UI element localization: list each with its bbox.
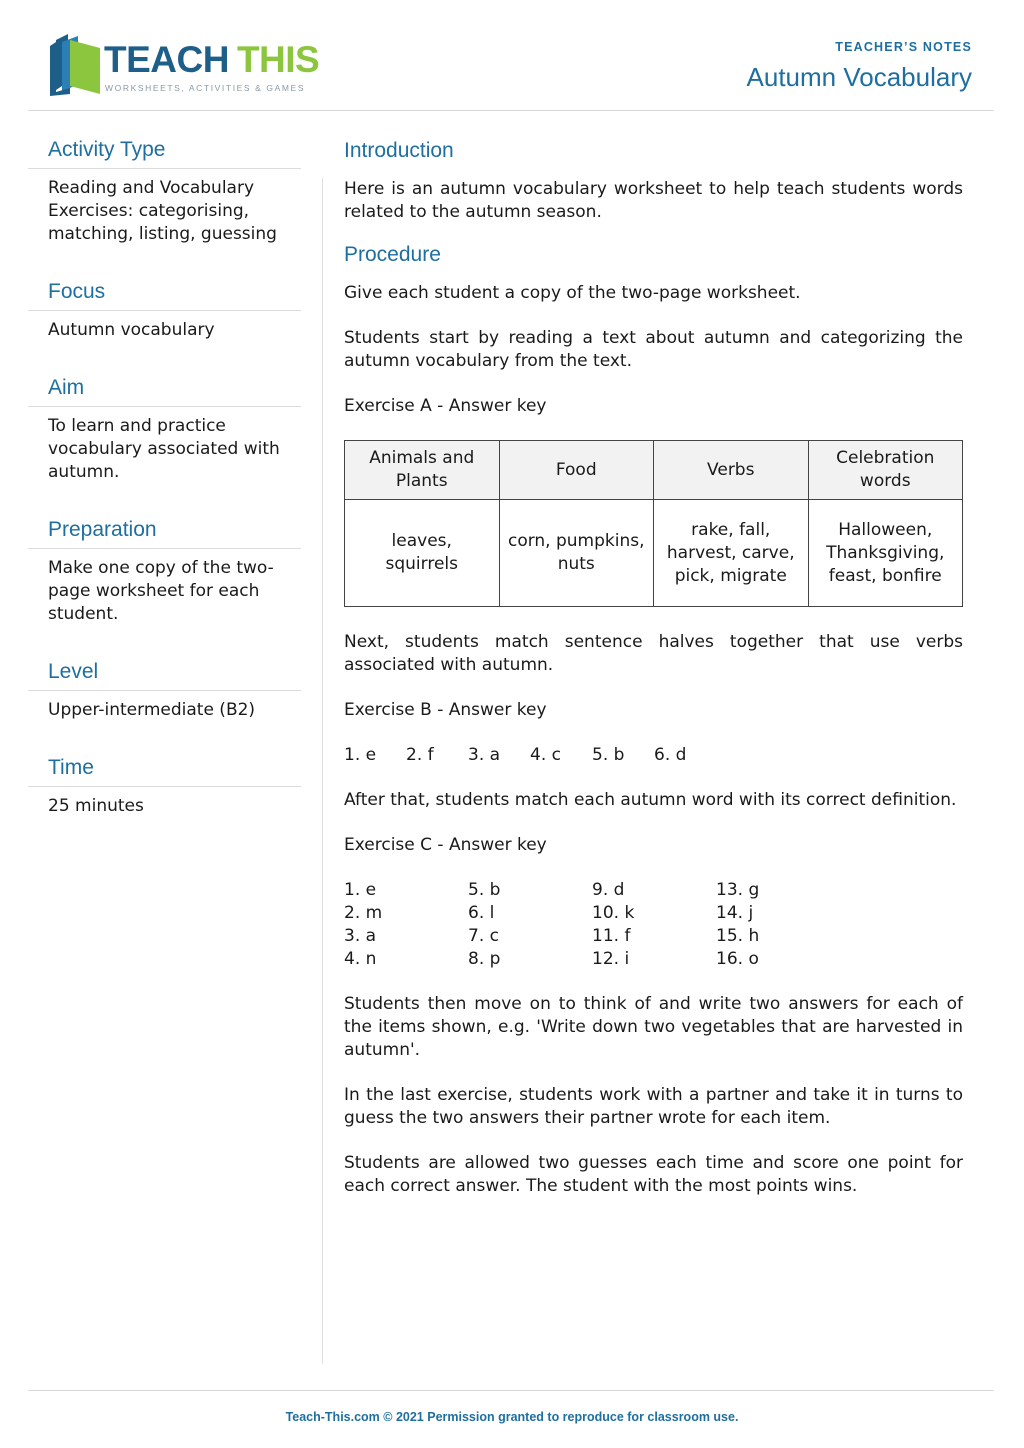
sidebar (28, 136, 301, 850)
section-heading: Time (28, 754, 301, 787)
answer-item: 3. a (468, 745, 501, 765)
procedure-paragraph: Students then move on to think of and write two answers for each of the items shown, e.g. 'Write down two vegetables that are harvested in autumn'. (344, 994, 963, 1060)
table-header-cell: Food (499, 441, 654, 500)
exercise-a-label: Exercise A - Answer key (344, 396, 547, 416)
sidebar-section-focus (28, 278, 301, 342)
answer-item: 12. i (592, 949, 630, 969)
section-heading: Aim (28, 374, 301, 407)
answer-item: 5. b (468, 880, 501, 900)
introduction-text: Here is an autumn vocabulary worksheet to help teach students words related to the autumn season. (344, 179, 963, 222)
section-heading: Preparation (28, 516, 301, 549)
answer-item: 15. h (716, 926, 760, 946)
table-cell: leaves, squirrels (345, 500, 500, 607)
exercise-c-answers (344, 879, 963, 971)
answer-item: 4. c (530, 745, 561, 765)
answer-item: 13. g (716, 880, 760, 900)
column-divider (322, 178, 323, 1364)
table-cell: Halloween, Thanksgiving, feast, bonfire (808, 500, 963, 607)
section-body: Upper-intermediate (B2) (48, 700, 256, 720)
exercise-a-answer-table (344, 440, 963, 607)
answer-item: 7. c (468, 926, 499, 946)
answer-item: 1. e (344, 880, 377, 900)
answer-item: 6. d (654, 745, 687, 765)
answer-item: 1. e (344, 745, 377, 765)
answer-item: 10. k (592, 903, 635, 923)
answer-item: 16. o (716, 949, 759, 969)
section-body: To learn and practice vocabulary associated with autumn. (48, 416, 280, 482)
exercise-c-label: Exercise C - Answer key (344, 835, 547, 855)
answer-item: 4. n (344, 949, 377, 969)
teachers-notes-label: TEACHER’S NOTES (835, 40, 972, 54)
answer-item: 14. j (716, 903, 754, 923)
section-body: Reading and Vocabulary Exercises: categorising, matching, listing, guessing (48, 178, 277, 244)
logo-wordmark (104, 38, 319, 82)
answer-item: 2. m (344, 903, 383, 923)
answer-item: 6. l (468, 903, 495, 923)
section-heading: Level (28, 658, 301, 691)
table-row (345, 500, 963, 607)
table-cell: corn, pumpkins, nuts (499, 500, 654, 607)
table-header-row (345, 441, 963, 500)
table-header-cell: Animals and Plants (345, 441, 500, 500)
teach-this-logo (48, 34, 320, 96)
introduction-heading: Introduction (344, 139, 454, 162)
answer-item: 2. f (406, 745, 434, 765)
footer-copyright: Teach-This.com © 2021 Permission granted to reproduce for classroom use. (285, 1410, 739, 1424)
exercise-b-label: Exercise B - Answer key (344, 700, 547, 720)
procedure-paragraph: Students are allowed two guesses each time and score one point for each correct answer. The student with the most points wins. (344, 1153, 963, 1196)
footer-divider (28, 1390, 994, 1391)
table-header-cell: Celebration words (808, 441, 963, 500)
logo-tagline: WORKSHEETS, ACTIVITIES & GAMES (105, 83, 306, 93)
answer-item: 9. d (592, 880, 625, 900)
answer-item: 8. p (468, 949, 501, 969)
procedure-heading: Procedure (344, 243, 441, 266)
section-heading: Activity Type (28, 136, 301, 169)
answer-item: 3. a (344, 926, 377, 946)
logo-word-this: THIS (236, 39, 320, 80)
procedure-paragraph: Students start by reading a text about autumn and categorizing the autumn vocabulary from the text. (344, 328, 963, 371)
logo-word-teach: TEACH (104, 39, 229, 80)
answer-item: 5. b (592, 745, 625, 765)
book-icon (48, 34, 106, 96)
page-title: Autumn Vocabulary (746, 62, 972, 92)
procedure-paragraph: Next, students match sentence halves together that use verbs associated with autumn. (344, 632, 963, 675)
procedure-paragraph: Give each student a copy of the two-page worksheet. (344, 283, 801, 303)
main-content (344, 136, 963, 1220)
procedure-paragraph: After that, students match each autumn word with its correct definition. (344, 790, 957, 810)
answer-item: 11. f (592, 926, 631, 946)
section-body: Make one copy of the two-page worksheet for each student. (48, 558, 274, 624)
sidebar-section-aim (28, 374, 301, 484)
sidebar-section-activity-type (28, 136, 301, 246)
exercise-b-answers (344, 744, 963, 767)
table-header-cell: Verbs (654, 441, 809, 500)
table-cell: rake, fall, harvest, carve, pick, migrate (654, 500, 809, 607)
section-body: Autumn vocabulary (48, 320, 215, 340)
procedure-paragraph: In the last exercise, students work with a partner and take it in turns to guess the two answers their partner wrote for each item. (344, 1085, 963, 1128)
sidebar-section-preparation (28, 516, 301, 626)
page-header (28, 0, 994, 111)
sidebar-section-time (28, 754, 301, 818)
sidebar-section-level (28, 658, 301, 722)
section-heading: Focus (28, 278, 301, 311)
section-body: 25 minutes (48, 796, 144, 816)
